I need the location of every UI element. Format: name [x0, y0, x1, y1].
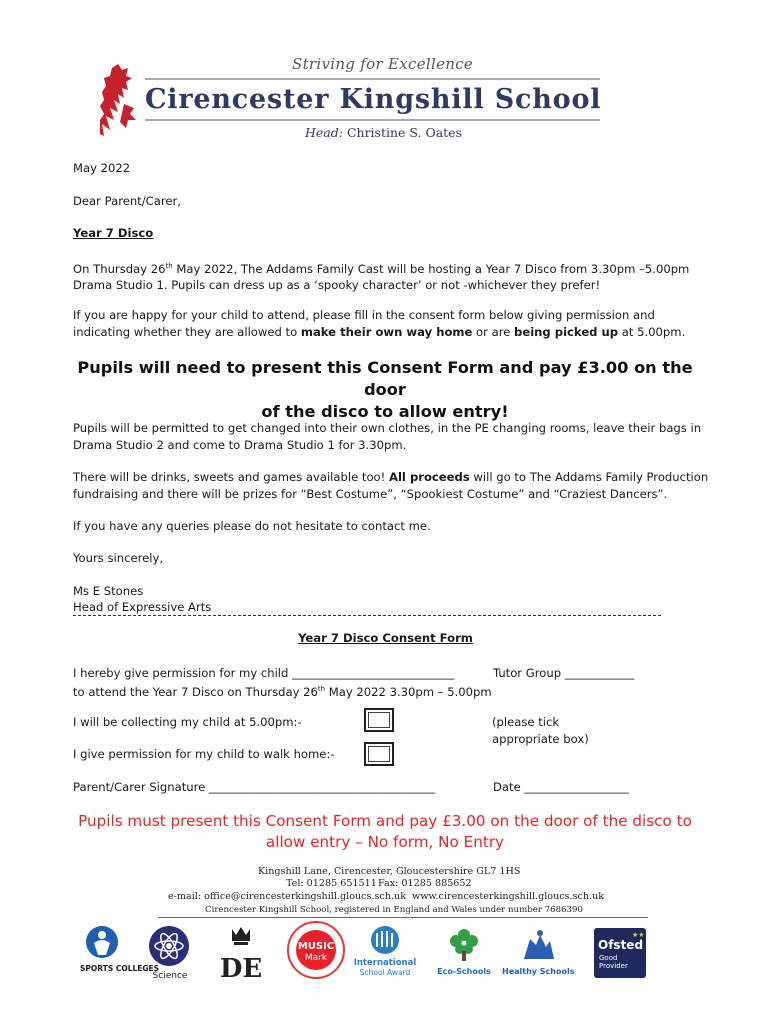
paragraph-refreshments: There will be drinks, sweets and games available too! All proceeds will go to The Addams Family Production fundraising and there will be prizes for “Best Costume”, “Spookiest Costume” and “Craziest Dancers”.	[73, 470, 709, 501]
paragraph-changing-info: Pupils will be permitted to get changed into their own clothes, in the PE changing rooms, leave their bags in Drama Studio 2 and come to Drama Studio 1 for 3.30pm.	[73, 421, 702, 452]
science-logo: Science	[146, 925, 194, 981]
signatory-name: Ms E Stones	[73, 584, 144, 598]
ofsted-good-provider-logo: ★★ Ofsted Good Provider	[594, 928, 646, 978]
walk-home-option-label: I give permission for my child to walk home:-	[73, 747, 335, 761]
entry-requirement-headline: Pupils will need to present this Consent Form and pay £3.00 on the door of the disco to allow entry!	[77, 358, 693, 421]
tutor-group-field[interactable]: Tutor Group ____________	[493, 666, 635, 680]
red-entry-notice: Pupils must present this Consent Form and pay £3.00 on the door of the disco to allow entry – No form, No Entry	[78, 812, 692, 851]
paragraph-consent-instructions: If you are happy for your child to attend, please fill in the consent form below giving permission and indicating whether they are allowed to make their own way home or are being picked up at 5.00pm.	[73, 308, 686, 339]
duke-of-edinburgh-logo	[216, 925, 266, 985]
head-label: Head:	[305, 125, 343, 140]
footer-website: www.cirencesterkingshill.gloucs.sch.uk	[412, 891, 605, 902]
footer-email: e-mail: office@cirencesterkingshill.gloucs.sch.uk	[168, 891, 407, 902]
footer-registration: Cirencester Kingshill School, registered in England and Wales under number 7686390	[205, 905, 583, 915]
de-crown-icon	[216, 925, 266, 981]
letter-date: May 2022	[73, 161, 131, 175]
sports-figure-icon	[80, 925, 124, 961]
consent-form-title: Year 7 Disco Consent Form	[298, 631, 473, 645]
red-lion-crest-icon	[98, 64, 138, 138]
collect-checkbox[interactable]	[364, 708, 394, 732]
school-name: Cirencester Kingshill School	[145, 84, 602, 115]
music-mark-badge-icon	[286, 920, 346, 980]
collect-option-label: I will be collecting my child at 5.00pm:-	[73, 715, 302, 729]
salutation: Dear Parent/Carer,	[73, 194, 181, 208]
svg-text:DE: DE	[219, 954, 263, 981]
sports-colleges-logo: SPORTS COLLEGES	[80, 925, 124, 973]
head-name: Christine S. Oates	[346, 125, 462, 140]
tick-instruction: (please tick appropriate box)	[492, 715, 589, 746]
footer-tel: Tel: 01285 651511	[286, 878, 377, 889]
cut-line	[73, 615, 661, 616]
ofsted-stars-icon: ★★	[632, 931, 645, 939]
walk-home-checkbox[interactable]	[364, 742, 394, 766]
signature-field[interactable]: Parent/Carer Signature _______________________________________	[73, 780, 436, 794]
atom-icon	[146, 925, 192, 967]
international-school-award-logo: International School Award	[352, 925, 418, 977]
signatory-title: Head of Expressive Arts	[73, 600, 212, 614]
svg-text:MUSIC: MUSIC	[297, 941, 335, 952]
attend-line: to attend the Year 7 Disco on Thursday 26th May 2022 3.30pm – 5.00pm	[73, 684, 492, 699]
footer-rule	[158, 917, 648, 918]
sign-off: Yours sincerely,	[73, 551, 164, 565]
permission-line[interactable]: I hereby give permission for my child ____________________________	[73, 666, 455, 680]
svg-text:Mark: Mark	[304, 953, 328, 963]
healthy-figures-icon	[502, 925, 572, 963]
date-field[interactable]: Date __________________	[493, 780, 629, 794]
school-tagline: Striving for Excellence	[292, 55, 474, 73]
paragraph-event-details: On Thursday 26th May 2022, The Addams Family Cast will be hosting a Year 7 Disco from 3.30pm –5.00pm Drama Studio 1. Pupils can dress up as a ‘spooky character’ or not -whichever they prefer!	[73, 261, 690, 293]
music-mark-logo	[286, 920, 346, 984]
headteacher-line	[305, 125, 462, 140]
footer-address: Kingshill Lane, Cirencester, Gloucestershire GL7 1HS	[258, 866, 521, 877]
paragraph-contact: If you have any queries please do not hesitate to contact me.	[73, 519, 431, 533]
letter-subject: Year 7 Disco	[73, 226, 154, 240]
header-rule	[145, 78, 600, 80]
globe-figures-icon	[352, 925, 418, 955]
footer-fax: Fax: 01285 885652	[378, 878, 472, 889]
healthy-schools-logo: Healthy Schools	[502, 925, 572, 976]
header-rule	[145, 119, 600, 121]
tree-icon	[436, 925, 492, 963]
eco-schools-logo: Eco-Schools	[436, 925, 492, 976]
